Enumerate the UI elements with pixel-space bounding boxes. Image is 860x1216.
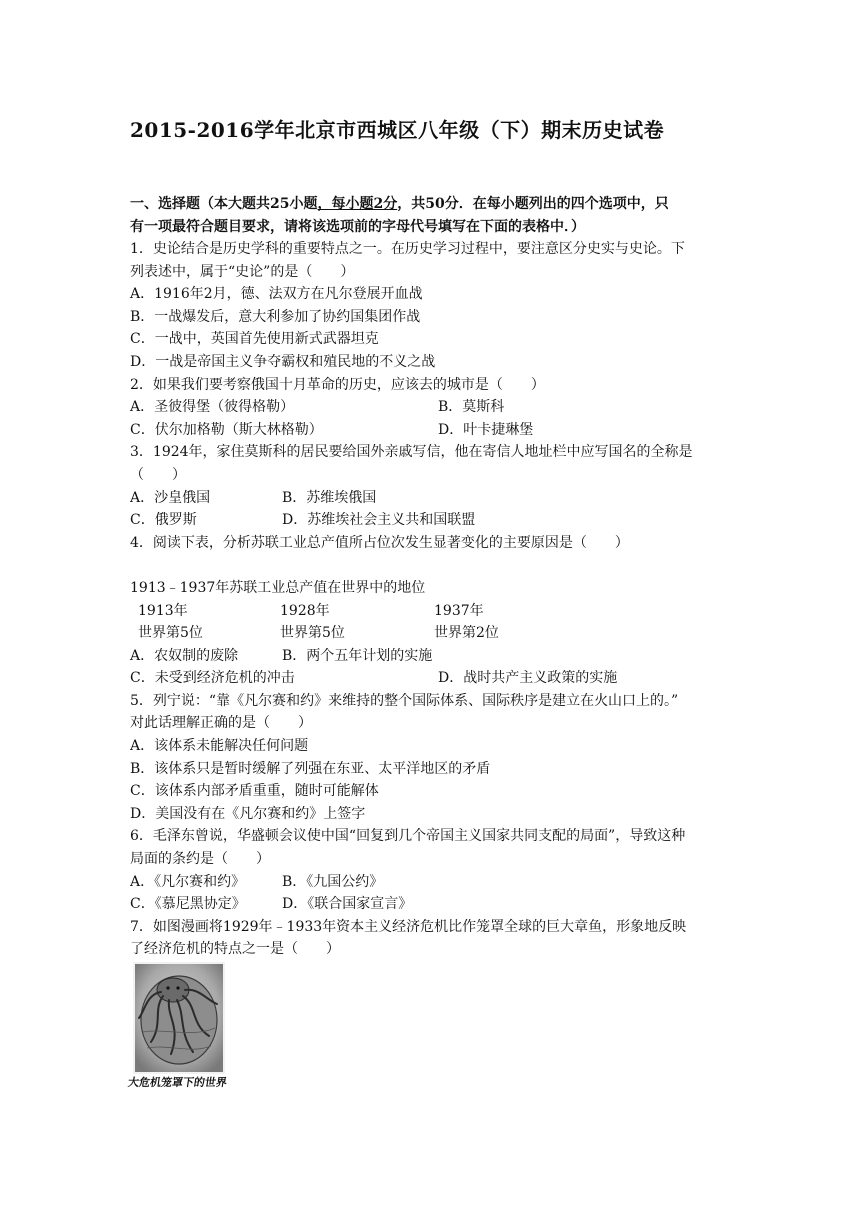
page-title: 2015-2016学年北京市西城区八年级（下）期末历史试卷 <box>130 118 665 142</box>
q4-stem: 4．阅读下表，分析苏联工业总产值所占位次发生显著变化的主要原因是（ ） <box>130 534 629 551</box>
spacer <box>130 554 740 577</box>
q1-option-c: C．一战中，英国首先使用新式武器坦克 <box>130 331 379 348</box>
q4-table-title: 1913﹣1937年苏联工业总产值在世界中的地位 <box>130 579 426 596</box>
question-list <box>130 238 740 961</box>
section-text-3: ，共50分．在每小题列出的四个选项中，只 <box>397 196 669 212</box>
q5-option-d: D．美国没有在《凡尔赛和约》上签字 <box>130 805 366 822</box>
q5-stem-1: 5．列宁说：“靠《凡尔赛和约》来维持的整个国际体系、国际秩序是建立在火山口上的。” <box>130 692 679 709</box>
octopus-cartoon-image <box>133 962 225 1074</box>
q7-stem-2: 了经济危机的特点之一是（ ） <box>130 941 340 958</box>
q2-option-b: B．莫斯科 <box>438 399 505 416</box>
section-text-1: 一、选择题（本大题共25小题 <box>130 196 318 212</box>
q1-stem-2: 列表述中，属于“史论”的是（ ） <box>130 263 355 280</box>
q3-stem-1: 3．1924年，家住莫斯科的居民要给国外亲戚写信，他在寄信人地址栏中应写国名的全称是 <box>130 444 693 461</box>
q5-option-b: B．该体系只是暂时缓解了列强在东亚、太平洋地区的矛盾 <box>130 760 491 777</box>
q2-options-row-2 <box>130 419 740 442</box>
q4-options-row-2 <box>130 667 740 690</box>
q6-option-c: C．《慕尼黑协定》 <box>130 896 246 913</box>
q4-table-row-years <box>130 600 740 623</box>
cartoon-caption: 大危机笼罩下的世界 <box>127 1076 228 1089</box>
q3-options-row-1 <box>130 487 740 510</box>
q1-option-b: B．一战爆发后，意大利参加了协约国集团作战 <box>130 308 421 325</box>
section-text-2: ，每小题2分 <box>317 196 398 212</box>
q4-table-cell: 世界第5位 <box>138 625 203 642</box>
q4-table-cell: 世界第2位 <box>434 625 499 642</box>
q4-table-row-ranks <box>130 622 740 645</box>
q4-options-row-1 <box>130 645 740 668</box>
q3-option-b: B．苏维埃俄国 <box>282 489 377 506</box>
q1-stem-1: 1．史论结合是历史学科的重要特点之一。在历史学习过程中，要注意区分史实与史论。下 <box>130 241 685 257</box>
q3-stem-2: （ ） <box>130 466 186 483</box>
q3-options-row-2 <box>130 509 740 532</box>
q1-option-a: A．1916年2月，德、法双方在凡尔登展开血战 <box>130 286 423 303</box>
q2-stem: 2．如果我们要考察俄国十月革命的历史，应该去的城市是（ ） <box>130 376 545 393</box>
q6-option-a: A．《凡尔赛和约》 <box>130 873 246 890</box>
q4-table-cell: 1937年 <box>434 602 484 619</box>
q5-option-a: A．该体系未能解决任何问题 <box>130 738 309 755</box>
q2-options-row-1 <box>130 396 740 419</box>
q3-option-d: D．苏维埃社会主义共和国联盟 <box>282 512 476 529</box>
q1-option-d: D．一战是帝国主义争夺霸权和殖民地的不义之战 <box>130 353 436 370</box>
q5-option-c: C．该体系内部矛盾重重，随时可能解体 <box>130 783 379 800</box>
section-heading <box>130 193 730 238</box>
q4-option-a: A．农奴制的废除 <box>130 647 239 664</box>
q6-option-b: B．《九国公约》 <box>282 873 384 890</box>
q6-option-d: D．《联合国家宣言》 <box>282 896 413 913</box>
q2-option-c: C．伏尔加格勒（斯大林格勒） <box>130 421 323 438</box>
q7-stem-1: 7．如图漫画将1929年﹣1933年资本主义经济危机比作笼罩全球的巨大章鱼，形象地反映 <box>130 918 687 935</box>
section-heading-line-2: 有一项最符合题目要求，请将该选项前的字母代号填写在下面的表格中．） <box>130 218 585 235</box>
q4-option-d: D．战时共产主义政策的实施 <box>438 670 618 687</box>
q6-options-row-2 <box>130 893 740 916</box>
q6-stem-1: 6．毛泽东曾说，华盛顿会议使中国“回复到几个帝国主义国家共同支配的局面”，导致这种 <box>130 828 686 845</box>
q4-table-cell: 世界第5位 <box>280 625 345 642</box>
q2-option-a: A．圣彼得堡（彼得格勒） <box>130 399 295 416</box>
q4-option-b: B．两个五年计划的实施 <box>282 647 433 664</box>
q6-options-row-1 <box>130 871 740 894</box>
q6-stem-2: 局面的条约是（ ） <box>130 851 270 868</box>
q4-table-cell: 1928年 <box>280 602 330 619</box>
q3-option-c: C．俄罗斯 <box>130 512 197 529</box>
q5-stem-2: 对此话理解正确的是（ ） <box>130 715 312 732</box>
section-heading-line-1 <box>130 193 730 216</box>
q3-option-a: A．沙皇俄国 <box>130 489 211 506</box>
q4-table-cell: 1913年 <box>138 602 188 619</box>
q4-option-c: C．未受到经济危机的冲击 <box>130 670 295 687</box>
q2-option-d: D．叶卡捷琳堡 <box>438 421 534 438</box>
